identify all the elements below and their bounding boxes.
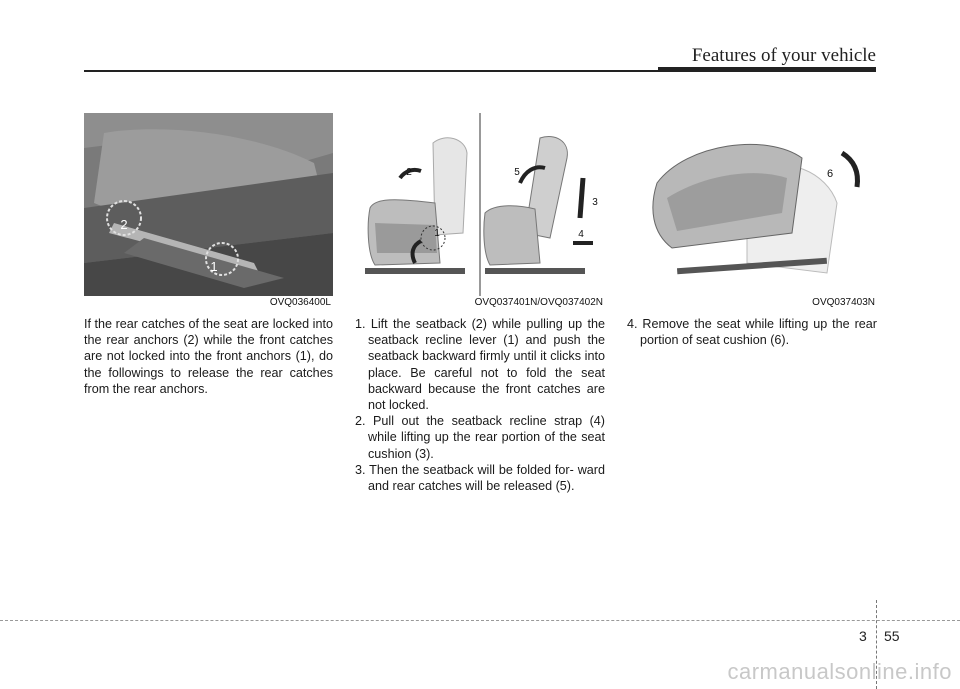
column-2-steps	[355, 316, 605, 494]
figure-seat-removal	[627, 113, 877, 310]
callout-5: 5	[514, 167, 520, 178]
callout-1: 1	[210, 259, 218, 274]
callout-1: 1	[434, 228, 440, 239]
callout-2: 2	[406, 167, 412, 178]
seatback-recline-illustration	[355, 113, 605, 296]
figure-code: OVQ037401N/OVQ037402N	[355, 296, 605, 310]
figure-seat-catches-photo	[84, 113, 333, 310]
step-4: 4. Remove the seat while lifting up the rear portion of seat cushion (6).	[627, 317, 877, 348]
column-3-steps	[627, 316, 877, 348]
step-1: 1. Lift the seatback (2) while pulling up the seatback recline lever (1) and push the seatback backward firmly until it clicks into place. Be careful not to fold the seat backward because the front catches are not locked.	[355, 317, 605, 413]
column-1-paragraph: If the rear catches of the seat are locked into the rear anchors (2) while the front catches are not locked into the front anchors (1), do the followings to release the rear catches from the rear anchors.	[84, 317, 333, 396]
step-2: 2. Pull out the seatback recline strap (4) while lifting up the rear portion of the seat cushion (3).	[355, 414, 605, 461]
footer-rule	[0, 620, 960, 621]
chapter-number: 3	[859, 628, 867, 644]
figure-code: OVQ036400L	[84, 296, 333, 310]
seat-catches-illustration	[84, 113, 333, 296]
header-rule-accent	[658, 67, 876, 72]
step-3: 3. Then the seatback will be folded for- ward and rear catches will be released (5).	[355, 462, 605, 494]
figure-code: OVQ037403N	[627, 296, 877, 310]
seat-removal-illustration	[627, 113, 877, 296]
page-number: 55	[884, 628, 900, 644]
callout-3: 3	[592, 197, 598, 208]
watermark: carmanualsonline.info	[727, 659, 952, 684]
callout-4: 4	[578, 229, 584, 240]
callout-6: 6	[826, 168, 834, 180]
header-title: Features of your vehicle	[691, 45, 876, 66]
callout-2: 2	[120, 217, 128, 232]
figure-seatback-recline	[355, 113, 605, 310]
